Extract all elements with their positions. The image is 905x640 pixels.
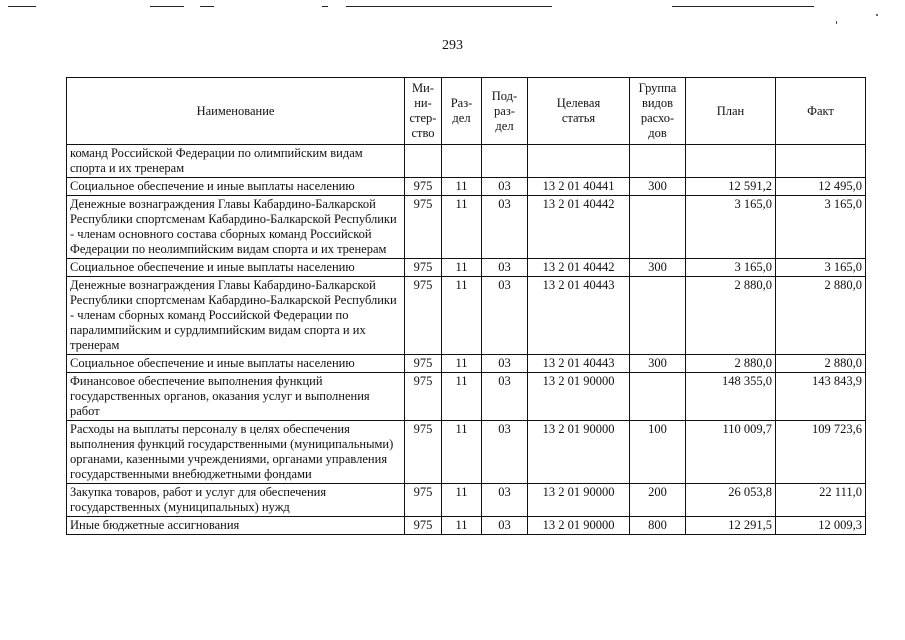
cell-section: 11: [442, 373, 482, 421]
cell-target: 13 2 01 40442: [528, 259, 630, 277]
cell-name: Социальное обеспечение и иные выплаты населению: [67, 178, 405, 196]
cell-ministry: 975: [405, 484, 442, 517]
scan-artifact-line: [322, 6, 328, 7]
table-row: [67, 517, 866, 535]
header-ministry: Ми- ни- стер- ство: [405, 78, 442, 145]
page-number: 293: [442, 38, 463, 53]
cell-ministry: 975: [405, 355, 442, 373]
cell-plan: 2 880,0: [686, 355, 776, 373]
cell-fact: 2 880,0: [776, 277, 866, 355]
header-target: Целевая статья: [528, 78, 630, 145]
table-row: [67, 277, 866, 355]
cell-fact: 22 111,0: [776, 484, 866, 517]
cell-plan: 2 880,0: [686, 277, 776, 355]
cell-group: [630, 277, 686, 355]
cell-target: 13 2 01 40441: [528, 178, 630, 196]
scan-artifact-line: [200, 6, 214, 7]
cell-subsection: 03: [482, 517, 528, 535]
table-row: [67, 178, 866, 196]
cell-plan: 3 165,0: [686, 196, 776, 259]
cell-group: [630, 373, 686, 421]
cell-fact: 143 843,9: [776, 373, 866, 421]
cell-plan: 110 009,7: [686, 421, 776, 484]
scan-artifact-line: [346, 6, 552, 7]
cell-fact: 109 723,6: [776, 421, 866, 484]
cell-name: Финансовое обеспечение выполнения функций государственных органов, оказания услуг и выполнения работ: [67, 373, 405, 421]
cell-ministry: 975: [405, 277, 442, 355]
cell-plan: [686, 145, 776, 178]
table-row: [67, 484, 866, 517]
table-row: [67, 373, 866, 421]
cell-fact: 12 495,0: [776, 178, 866, 196]
cell-target: 13 2 01 90000: [528, 484, 630, 517]
cell-group: 800: [630, 517, 686, 535]
cell-subsection: 03: [482, 259, 528, 277]
table-header-row: [67, 78, 866, 145]
cell-subsection: 03: [482, 421, 528, 484]
cell-group: 200: [630, 484, 686, 517]
cell-section: 11: [442, 484, 482, 517]
cell-name: Расходы на выплаты персоналу в целях обеспечения выполнения функций государственными (муниципальными) органами, казенными учреждениями, органами управления государственными внебюджетными фондами: [67, 421, 405, 484]
cell-fact: [776, 145, 866, 178]
cell-fact: 12 009,3: [776, 517, 866, 535]
cell-target: [528, 145, 630, 178]
header-fact: Факт: [776, 78, 866, 145]
cell-group: 100: [630, 421, 686, 484]
cell-fact: 2 880,0: [776, 355, 866, 373]
cell-name: Иные бюджетные ассигнования: [67, 517, 405, 535]
cell-subsection: 03: [482, 178, 528, 196]
table-row: [67, 145, 866, 178]
cell-subsection: 03: [482, 277, 528, 355]
budget-table: [66, 77, 866, 535]
cell-plan: 12 591,2: [686, 178, 776, 196]
cell-ministry: 975: [405, 196, 442, 259]
cell-target: 13 2 01 40442: [528, 196, 630, 259]
cell-fact: 3 165,0: [776, 259, 866, 277]
cell-section: 11: [442, 277, 482, 355]
cell-fact: 3 165,0: [776, 196, 866, 259]
header-name: Наименование: [67, 78, 405, 145]
cell-target: 13 2 01 40443: [528, 277, 630, 355]
cell-subsection: 03: [482, 355, 528, 373]
scan-speck: [876, 14, 878, 16]
cell-ministry: 975: [405, 178, 442, 196]
cell-subsection: 03: [482, 196, 528, 259]
cell-name: Денежные вознаграждения Главы Кабардино-Балкарской Республики спортсменам Кабардино-Балкарской Республики - членам основного состава сборных команд Российской Федерации по неолимпийским видам спорта и их тренерам: [67, 196, 405, 259]
cell-ministry: [405, 145, 442, 178]
cell-section: 11: [442, 517, 482, 535]
table-row: [67, 196, 866, 259]
cell-ministry: 975: [405, 373, 442, 421]
cell-group: 300: [630, 259, 686, 277]
cell-section: 11: [442, 259, 482, 277]
cell-section: 11: [442, 421, 482, 484]
cell-section: [442, 145, 482, 178]
cell-plan: 12 291,5: [686, 517, 776, 535]
cell-target: 13 2 01 90000: [528, 517, 630, 535]
table-row: [67, 421, 866, 484]
table-row: [67, 259, 866, 277]
cell-name: Денежные вознаграждения Главы Кабардино-Балкарской Республики спортсменам Кабардино-Балкарской Республики - членам сборных команд Российской Федерации по паралимпийским и сурдлимпийским видам спорта и их тренерам: [67, 277, 405, 355]
cell-plan: 3 165,0: [686, 259, 776, 277]
cell-subsection: [482, 145, 528, 178]
scan-artifact-line: [672, 6, 814, 7]
cell-section: 11: [442, 196, 482, 259]
cell-group: [630, 145, 686, 178]
cell-group: [630, 196, 686, 259]
cell-section: 11: [442, 355, 482, 373]
cell-subsection: 03: [482, 373, 528, 421]
header-plan: План: [686, 78, 776, 145]
cell-plan: 148 355,0: [686, 373, 776, 421]
cell-target: 13 2 01 90000: [528, 373, 630, 421]
cell-ministry: 975: [405, 259, 442, 277]
cell-subsection: 03: [482, 484, 528, 517]
cell-name: Социальное обеспечение и иные выплаты населению: [67, 259, 405, 277]
header-section: Раз- дел: [442, 78, 482, 145]
cell-group: 300: [630, 355, 686, 373]
cell-section: 11: [442, 178, 482, 196]
scan-speck: [836, 21, 837, 24]
table-row: [67, 355, 866, 373]
cell-name: Социальное обеспечение и иные выплаты населению: [67, 355, 405, 373]
scan-artifact-line: [8, 6, 36, 7]
cell-ministry: 975: [405, 421, 442, 484]
cell-plan: 26 053,8: [686, 484, 776, 517]
cell-name: команд Российской Федерации по олимпийским видам спорта и их тренерам: [67, 145, 405, 178]
cell-target: 13 2 01 40443: [528, 355, 630, 373]
cell-name: Закупка товаров, работ и услуг для обеспечения государственных (муниципальных) нужд: [67, 484, 405, 517]
cell-group: 300: [630, 178, 686, 196]
cell-ministry: 975: [405, 517, 442, 535]
header-group: Группа видов расхо- дов: [630, 78, 686, 145]
cell-target: 13 2 01 90000: [528, 421, 630, 484]
scan-artifact-line: [150, 6, 184, 7]
header-subsection: Под- раз- дел: [482, 78, 528, 145]
